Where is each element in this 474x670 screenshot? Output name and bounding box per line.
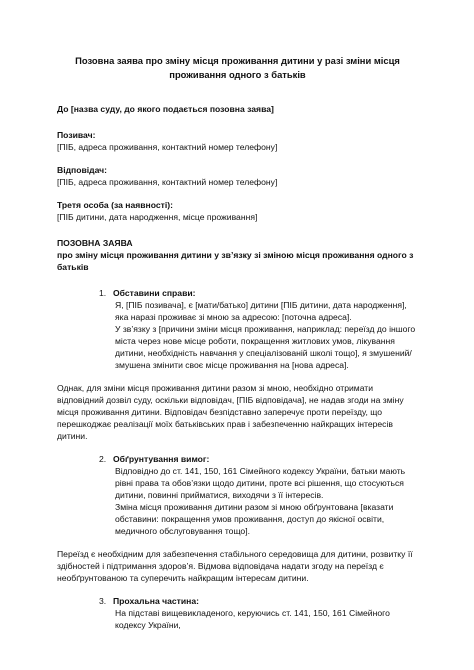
section-paragraph: У зв’язку з [причини зміни місця проживання, наприклад: переїзд до іншого міста через нове місце роботи, покращення житлових умов, лікування дитини, необхідність навчання у спеціалізованій школі тощо], я змушений/змушена змінити своє місце проживання на [нова адреса]. <box>115 324 416 370</box>
defendant-details: [ПІБ, адреса проживання, контактний номер телефону] <box>57 177 278 187</box>
third-party-details: [ПІБ дитини, дата народження, місце проживання] <box>57 212 258 222</box>
plaintiff-details: [ПІБ, адреса проживання, контактний номер телефону] <box>57 142 278 152</box>
section-heading: Обґрунтування вимог: <box>113 454 210 464</box>
claim-title: ПОЗОВНА ЗАЯВА <box>57 238 133 248</box>
body-paragraph: Переїзд є необхідним для забезпечення стабільного середовища для дитини, розвитку її здібностей і підтримання здоров’я. Відмова відповідача надати згоду на переїзд є необґрунтованою та суперечить найкращим інтересам дитини. <box>57 549 413 583</box>
claim-subtitle: про зміну місця проживання дитини у зв’язку зі зміною місця проживання одного з батьків <box>57 250 414 272</box>
third-party-heading: Третя особа (за наявності): <box>57 200 173 210</box>
section-number: 3. <box>99 596 107 606</box>
third-party-block <box>57 199 418 223</box>
defendant-heading: Відповідач: <box>57 165 108 175</box>
section-paragraph: Зміна місця проживання дитини разом зі мною обґрунтована [вказати обставини: покращення умов проживання, доступ до якісної освіти, медичного обслуговування тощо]. <box>115 502 394 536</box>
section-number: 2. <box>99 454 107 464</box>
section-request <box>99 595 418 631</box>
section-circumstances <box>99 287 418 371</box>
defendant-block <box>57 164 418 188</box>
document-title: Позовна заява про зміну місця проживання дитини у разі зміни місця проживання одного з батьків <box>75 55 400 80</box>
section-justification <box>99 453 418 537</box>
section-heading: Обставини справи: <box>113 288 196 298</box>
court-name: До [назва суду, до якого подається позовна заява] <box>57 104 274 114</box>
section-paragraph: Відповідно до ст. 141, 150, 161 Сімейного кодексу України, батьки мають рівні права та обов’язки щодо дитини, проте всі рішення, що стосуються дитини, повинні прийматися, виходячи з її інтересів. <box>115 466 406 500</box>
court-line <box>57 103 418 115</box>
section-number: 1. <box>99 288 107 298</box>
plaintiff-block <box>57 129 418 153</box>
section-paragraph: Я, [ПІБ позивача], є [мати/батько] дитини [ПІБ дитини, дата народження], яка наразі проживає зі мною за адресою: [поточна адреса]. <box>115 300 407 322</box>
section-paragraph: На підставі вищевикладеного, керуючись ст. 141, 150, 161 Сімейного кодексу України, <box>115 608 390 630</box>
plaintiff-heading: Позивач: <box>57 130 96 140</box>
body-paragraph: Однак, для зміни місця проживання дитини разом зі мною, необхідно отримати відповідний дозвіл суду, оскільки відповідач, [ПІБ відповідача], не надав згоди на зміну місця проживання дитини. Відповідач безпідставно заперечує проти переїзду, що перешкоджає реалізації моїх батьківських прав і забезпеченню найкращих інтересів дитини. <box>57 383 404 441</box>
section-heading: Прохальна частина: <box>113 596 199 606</box>
